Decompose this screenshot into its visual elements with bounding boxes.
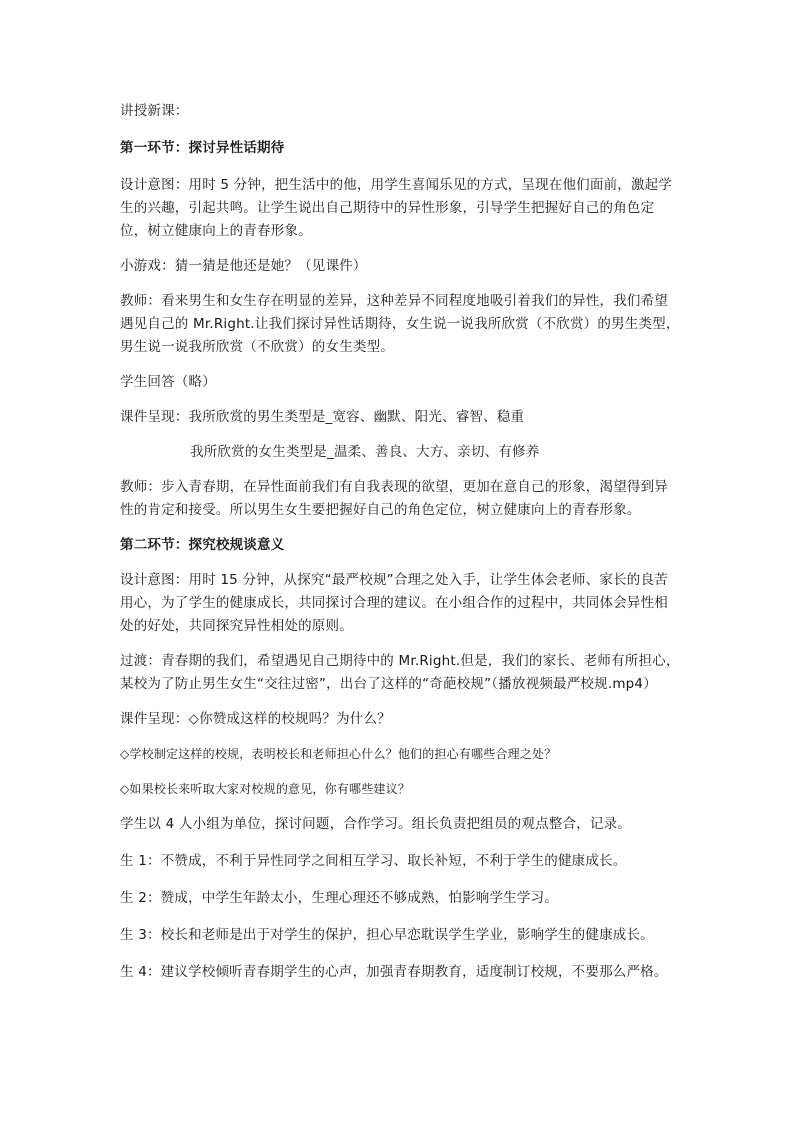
courseware-boys: 课件呈现：我所欣赏的男生类型是_宽容、幽默、阳光、睿智、稳重 bbox=[120, 409, 525, 425]
heading-part-two: 第二环节：探究校规谈意义 bbox=[120, 537, 285, 553]
courseware-question-three: ◇如果校长来听取大家对校规的意见，你有哪些建议？ bbox=[120, 782, 411, 796]
courseware-question-one: 课件呈现：◇你赞成这样的校规吗？为什么？ bbox=[120, 711, 391, 727]
student-1-answer: 生 1：不赞成，不利于异性同学之间相互学习、取长补短，不利于学生的健康成长。 bbox=[120, 853, 627, 869]
courseware-question-two: ◇学校制定这样的校规，表明校长和老师担心什么？他们的担心有哪些合理之处？ bbox=[120, 747, 557, 761]
student-answer: 学生回答（略） bbox=[120, 374, 216, 390]
transition: 过渡：青春期的我们，希望遇见自己期待中的 Mr.Right.但是，我们的家长、老师有所担心，某校为了防止男生女生“交往过密”，出台了这样的“奇葩校规”（播放视频最严校规.mp4） bbox=[120, 653, 680, 692]
section-intro: 讲授新课： bbox=[120, 103, 189, 119]
courseware-girls: 我所欣赏的女生类型是_温柔、善良、大方、亲切、有修养 bbox=[190, 444, 540, 460]
student-2-answer: 生 2：赞成，中学生年龄太小，生理心理还不够成熟，怕影响学生学习。 bbox=[120, 890, 558, 906]
mini-game: 小游戏：猜一猜是他还是她？（见课件） bbox=[120, 258, 367, 274]
document-body bbox=[120, 100, 680, 984]
group-work: 学生以 4 人小组为单位，探讨问题，合作学习。组长负责把组员的观点整合，记录。 bbox=[120, 816, 631, 832]
student-4-answer: 生 4：建议学校倾听青春期学生的心声，加强青春期教育，适度制订校规，不要那么严格。 bbox=[120, 964, 668, 980]
design-intent-one: 设计意图：用时 5 分钟，把生活中的他，用学生喜闻乐见的方式，呈现在他们面前，激起学生的兴趣，引起共鸣。让学生说出自己期待中的异性形象，引导学生把握好自己的角色定位，树立健康向上的青春形象。 bbox=[120, 177, 673, 239]
heading-part-one: 第一环节：探讨异性话期待 bbox=[120, 140, 285, 156]
student-3-answer: 生 3：校长和老师是出于对学生的保护，担心早恋耽误学生学业，影响学生的健康成长。 bbox=[120, 927, 654, 943]
teacher-remark-one: 教师：看来男生和女生存在明显的差异，这种差异不同程度地吸引着我们的异性，我们希望遇见自己的 Mr.Right.让我们探讨异性话期待，女生说一说我所欣赏（不欣赏）的男生类型，男生说一说我所欣赏（不欣赏）的女生类型。 bbox=[120, 293, 680, 355]
teacher-remark-two: 教师：步入青春期，在异性面前我们有自我表现的欲望，更加在意自己的形象，渴望得到异性的肯定和接受。所以男生女生要把握好自己的角色定位，树立健康向上的青春形象。 bbox=[120, 479, 668, 518]
design-intent-two: 设计意图：用时 15 分钟，从探究“最严校规”合理之处入手，让学生体会老师、家长的良苦用心，为了学生的健康成长，共同探讨合理的建议。在小组合作的过程中，共同体会异性相处的好处，共同探究异性相处的原则。 bbox=[120, 572, 668, 634]
